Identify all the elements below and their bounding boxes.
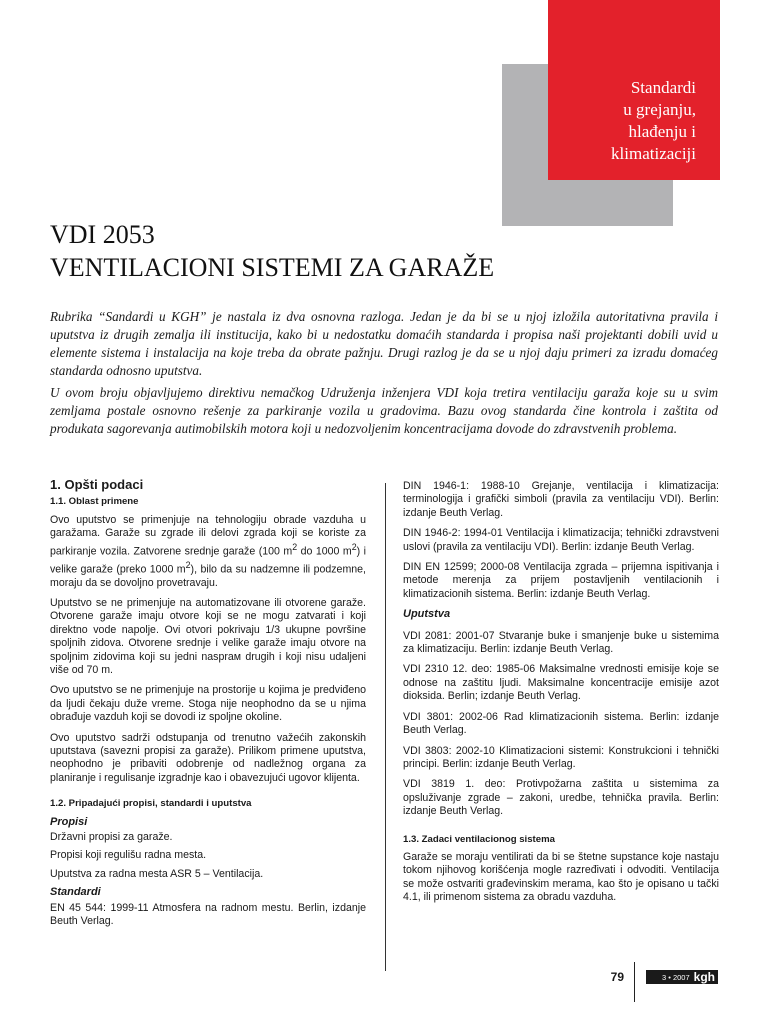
page-number: 79 [610,970,624,984]
journal-badge [646,970,718,984]
reference-item: VDI 3801: 2002-06 Rad klimatizacionih sistema. Berlin: izdanje Beuth Verlag. [403,710,719,737]
list-heading-standardi: Standardi [50,886,101,899]
left-column [50,478,366,935]
section-tag-line: Standardi [630,78,696,97]
section-tag-line: hlađenju i [628,122,696,141]
issue-number: 3 • 2007 [662,972,690,982]
reference-item: VDI 3803: 2002-10 Klimatizacioni sistemi: Konstrukcioni i tehnički principi. Berlin: izdanje Beuth Verlag. [403,744,719,770]
reference-item: VDI 2081: 2001-07 Stvaranje buke i smanjenje buke u sistemima za klimatizaciju. Berlin: izdanje Beuth Verlag. [403,629,719,656]
body-paragraph: Garaže se moraju ventilirati da bi se štetne supstance koje nastaju tokom njihovog korišćenja mogle razređivati i odvoditi. Ventilacija se može ostvariti građevinskim merama, kao što je opisano u tački 4.1, ili primenom sistema za obradu vazduha. [403,850,719,904]
section-heading: 1. Opšti podaci [50,477,144,492]
list-item: Uputstva za radna mesta ASR 5 – Ventilacija. [50,867,264,880]
subsection-heading: 1.1. Oblast primene [50,496,139,508]
section-tag-red-text [611,77,696,165]
list-item: Državni propisi za garaže. [50,831,173,843]
list-heading-propisi: Propisi [50,815,88,828]
reference-item: DIN 1946-1: 1988-10 Grejanje, ventilacija i klimatizacija: terminologija i grafički simboli (pravila za ventilaciju VDI). Berlin: izdanje Beuth Verlag. [403,480,719,519]
reference-item: EN 45 544: 1999-11 Atmosfera na radnom mestu. Berlin, izdanje Beuth Verlag. [50,901,366,928]
list-item: Propisi koji regulišu radna mesta. [50,849,207,862]
footer-rule [634,962,635,1002]
list-heading-uputstva: Uputstva [403,608,451,621]
section-tag-line: klimatizaciji [611,144,696,163]
article-title-code: VDI 2053 [50,220,155,249]
reference-item: DIN 1946-2: 1994-01 Ventilacija i klimatizacija; tehnički zdravstveni uslovi (pravila za ventilaciju VDI). Berlin: izdanje Beuth Verlag. [403,527,719,553]
intro-paragraph: Rubrika “Sandardi u KGH” je nastala iz dva osnovna razloga. Jedan je da bi se u njoj izložila autoritativna pravila i uputstva iz drugih zemalja ili institucija, kako bi u nedostatku domaćih standarda i propisa naši projektanti dobili uvid u elemente sistema i instalacija na koje treba da obrate pažnju. Drugi razlog je da se u njoj daju primeri za izradu domaćeg standarda odnosno uputstva. [50,309,718,378]
subsection-heading: 1.3. Zadaci ventilacionog sistema [403,833,555,845]
right-column [403,480,719,912]
reference-item: VDI 3819 1. deo: Protivpožarna zaštita u sistemima za opsluživanje zgrade – zakoni, uredbe, tehnička pravila. Berlin: izdanje Beuth Verlag. [403,778,719,818]
column-divider [385,483,386,971]
intro-text [50,308,718,442]
body-paragraph: Ovo uputstvo se primenjuje na tehnologiju obrade vazduha u garažama. Garaže su zgrade ili delovi zgrada koji se koriste za parkiranje vozila. Zatvorene srednje garaže (100 $m^2$ do 1000 $m^2$) i velike garaže (preko 1000 $m^2$), bilo da su nadzemne ili podzemne, moraju da se dovoljno provetravaju. [50,513,367,589]
subsection-heading: 1.2. Pripadajući propisi, standardi i uputstva [50,798,252,810]
section-tag-red [548,0,720,180]
intro-paragraph: U ovom broju objavljujemo direktivu nemačkog Udruženja inženjera VDI koja tretira ventilaciju garaža koje su u svim zemljama postale osnovno rešenje za parkiranje vozila u gradovima. Bazu ovog standarda čine kontrola i zaštita od produkata sagorevanja autimobilskih motora koji u nedozvoljenim koncentracijama dovode do zdravstvenih problema. [50,385,718,436]
body-paragraph: Uputstvo se ne primenjuje na automatizovane ili otvorene garaže. Otvorene garaže imaju otvore koji se ne mogu zatvarati i koji direktno vode napolje. Ovi otvori pokrivaju 1/3 ukupne površine spoljnih zidova. Otvorene srednje i velike garaže imaju otvore na spoljnim zidovima koji su jedni nasprам drugih i koji nisu udaljeni više od 70 m. [50,596,366,676]
body-paragraph: Ovo uputstvo sadrži odstupanja od trenutno važećih zakonskih uputstava (savezni propisi za garaže). Prilikom primene uputstva, neophodno je pribaviti odobrenje od nadležnog organa za planiranje i regulisanje izgradnje kao i obavezujući ugovor klijenta. [50,731,366,784]
article-title-main: VENTILACIONI SISTEMI ZA GARAŽE [50,253,495,282]
body-paragraph: Ovo uputstvo se ne primenjuje na prostorije u kojima je predviđeno da ljudi čekaju duže vreme. Stoga nije neophodno da se u njima obrađuje vazduh koji se dovodi iz spoljne okoline. [50,684,366,724]
section-tag-line: u grejanju, [623,100,696,119]
article-title [50,218,610,284]
journal-logo: kgh [693,970,715,984]
reference-item: VDI 2310 12. deo: 1985-06 Maksimalne vrednosti emisije koje se odnose na zaštitu ljudi. Maksimalne koncentracije emisije azot dioksida. Berlin; izdanje Beuth Verlag. [403,663,719,703]
reference-item: DIN EN 12599; 2000-08 Ventilacija zgrada – prijemna ispitivanja i metode merenja za prijem postavljenih ventilacionih i klimatizacionih sistema. Berlin: izdanje Beuth Verlag. [403,561,719,600]
